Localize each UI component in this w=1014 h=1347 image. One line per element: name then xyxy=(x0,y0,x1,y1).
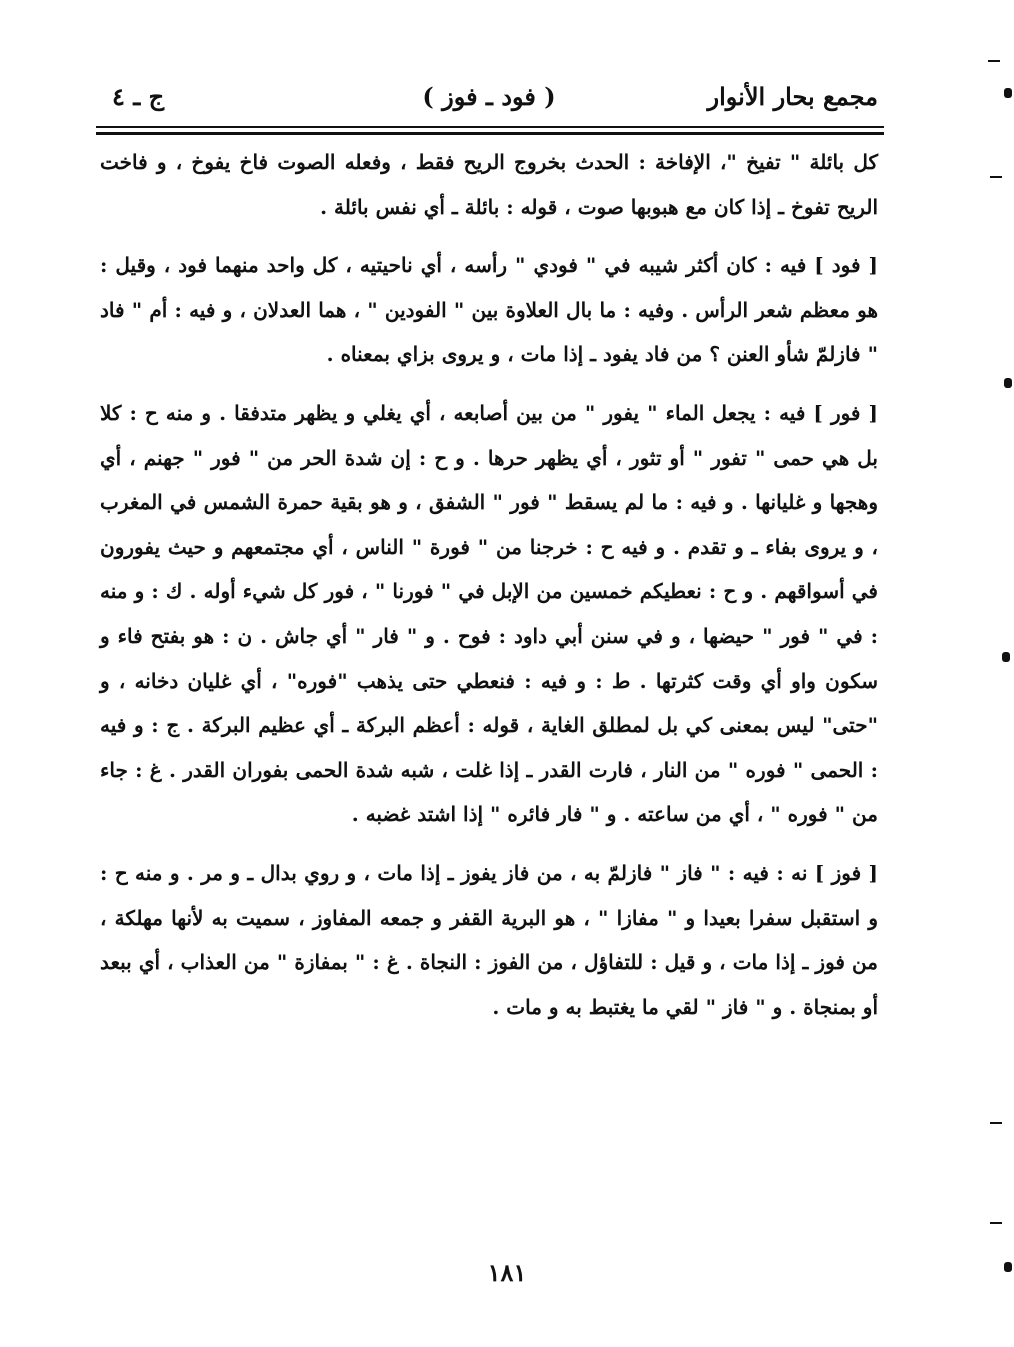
page-number: ١٨١ xyxy=(487,1258,527,1287)
scan-mark xyxy=(1004,1262,1012,1272)
volume-number: ج ـ ٤ xyxy=(112,82,165,111)
scan-mark xyxy=(988,60,1000,62)
paragraph-continuation: كل بائلة " تفيخ "، الإفاخة : الحدث بخروج الريح فقط ، وفعله الصوت فاخ يفوخ ، و فاخت الريح تفوخ ـ إذا كان مع هبوبها صوت ، قوله : بائلة ـ أي نفس بائلة . xyxy=(100,150,878,219)
scan-mark xyxy=(1004,378,1012,388)
entry-fawd: [ فود ] فيه : كان أكثر شيبه في " فودي " رأسه ، أي ناحيتيه ، كل واحد منهما فود ، وقيل : هو معظم شعر الرأس . وفيه : ما بال العلاوة بين " الفودين " ، هما العدلان ، و فيه : أم " فاد " فازلمّ شأو العنن ؟ من فاد يفود ـ إذا مات ، و يروى بزاي بمعناه . xyxy=(100,253,878,367)
page-body xyxy=(100,140,878,1043)
header-rule-thin xyxy=(96,126,884,128)
scan-mark xyxy=(990,176,1002,178)
scan-mark xyxy=(990,1222,1002,1224)
header-rule-thick xyxy=(96,132,884,135)
entry-fawr: [ فور ] فيه : يجعل الماء " يفور " من بين أصابعه ، أي يغلي و يظهر متدفقا . و منه ح : كلا بل هي حمى " تفور " أو تثور ، أي يظهر حرها . و ح : إن شدة الحر من " فور " جهنم ، أي وهجها و غليانها . و فيه : ما لم يسقط " فور " الشفق ، و هو بقية حمرة الشمس في المغرب ، و يروى بفاء ـ و تقدم . و فيه ح : خرجنا من " فورة " الناس ، أي مجتمعهم و حيث يفورون في أسواقهم . و ح : نعطيكم خمسين من الإبل في " فورنا " ، فور كل شيء أوله . ك : و منه : في " فور " حيضها ، و في سنن أبي داود : فوح . و " فار " أي جاش . ن : هو بفتح فاء و سكون واو أي وقت كثرتها . ط : و فيه : فنعطي حتى يذهب "فوره" ، أي غليان دخانه ، و "حتى" ليس بمعنى كي بل لمطلق الغاية ، قوله : أعظم البركة ـ أي عظيم البركة . ج : و فيه : الحمى " فوره " من النار ، فارت القدر ـ إذا غلت ، شبه شدة الحمى بفوران القدر . غ : جاء من " فوره " ، أي من ساعته . و " فار فائره " إذا اشتد غضبه . xyxy=(100,400,878,827)
scan-mark xyxy=(990,1122,1002,1124)
book-title: مجمع بحار الأنوار xyxy=(707,82,878,111)
section-title: ( فود ـ فوز ) xyxy=(422,82,556,111)
scan-mark xyxy=(1002,652,1010,662)
scan-mark xyxy=(1004,88,1012,98)
running-header xyxy=(100,82,878,122)
entry-fawz: [ فوز ] نه : فيه : " فاز " فازلمّ به ، من فاز يفوز ـ إذا مات ، و روي بدال ـ و مر . و منه ح : و استقبل سفرا بعيدا و " مفازا " ، هو البرية القفر و جمعه المفاوز ، سميت به لأنها مهلكة ، من فوز ـ إذا مات ، و قيل : للتفاؤل ، من الفوز : النجاة . غ : " بمفازة " من العذاب ، أي ببعد أو بمنجاة . و " فاز " لقي ما يغتبط به و مات . xyxy=(100,860,878,1019)
